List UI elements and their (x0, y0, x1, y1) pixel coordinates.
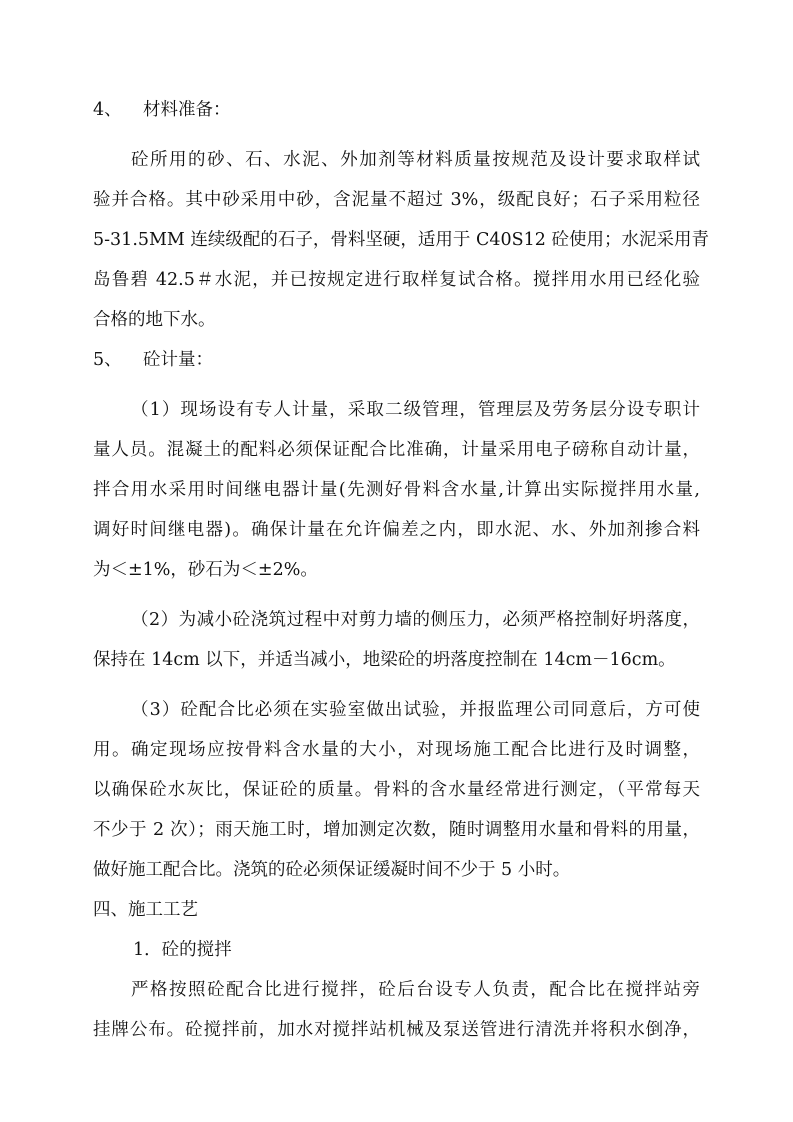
paragraph-text: 挂牌公布。砼搅拌前，加水对搅拌站机械及泵送管进行清洗并将积水倒净， (93, 1020, 700, 1040)
section-heading-measurement (0, 348, 793, 372)
chapter-heading-construction-process (0, 898, 793, 922)
paragraph-line (0, 778, 793, 802)
paragraph-text: 为＜±1%，砂石为＜±2%。 (93, 560, 318, 580)
paragraph-line (0, 188, 793, 212)
paragraph-line (0, 148, 793, 172)
paragraph-line (0, 818, 793, 842)
subsection-heading-mixing (0, 938, 793, 962)
paragraph-text: 5-31.5MM 连续级配的石子，骨料坚硬，适用于 C40S12 砼使用；水泥采用青 (93, 230, 709, 250)
paragraph-text: 保持在 14cm 以下，并适当减小，地梁砼的坍落度控制在 14cm－16cm。 (93, 650, 676, 670)
paragraph-text: 砼所用的砂、石、水泥、外加剂等材料质量按规范及设计要求取样试 (131, 150, 700, 170)
paragraph-text: 量人员。混凝土的配料必须保证配合比准确，计量采用电子磅称自动计量， (93, 440, 700, 460)
chapter-title: 四、施工工艺 (93, 900, 198, 920)
paragraph-line (0, 228, 793, 252)
section-number: 5、 (93, 350, 122, 370)
paragraph-line (0, 308, 793, 332)
paragraph-line (0, 438, 793, 462)
paragraph-line (0, 698, 793, 722)
section-number: 4、 (93, 100, 122, 120)
paragraph-line (0, 478, 793, 502)
subsection-title: 1．砼的搅拌 (133, 940, 232, 960)
paragraph-line (0, 558, 793, 582)
paragraph-text: 做好施工配合比。浇筑的砼必须保证缓凝时间不少于 5 小时。 (93, 860, 571, 880)
paragraph-line (0, 398, 793, 422)
paragraph-line (0, 858, 793, 882)
section-title: 材料准备： (143, 100, 231, 120)
paragraph-line (0, 1018, 793, 1042)
section-heading-materials (0, 98, 793, 122)
paragraph-text: （1）现场设有专人计量，采取二级管理，管理层及劳务层分设专职计 (131, 400, 700, 420)
paragraph-line (0, 608, 793, 632)
paragraph-text: 验并合格。其中砂采用中砂，含泥量不超过 3%，级配良好；石子采用粒径 (93, 190, 700, 210)
paragraph-text: （2）为减小砼浇筑过程中对剪力墙的侧压力，必须严格控制好坍落度， (131, 610, 700, 630)
paragraph-text: 不少于 2 次）；雨天施工时，增加测定次数，随时调整用水量和骨料的用量， (93, 820, 700, 840)
paragraph-text: （3）砼配合比必须在实验室做出试验，并报监理公司同意后，方可使 (131, 700, 700, 720)
paragraph-line (0, 268, 793, 292)
paragraph-line (0, 978, 793, 1002)
paragraph-line (0, 738, 793, 762)
paragraph-line (0, 648, 793, 672)
paragraph-text: 以确保砼水灰比，保证砼的质量。骨料的含水量经常进行测定，（平常每天 (93, 780, 700, 800)
paragraph-text: 岛鲁碧 42.5＃水泥，并已按规定进行取样复试合格。搅拌用水用已经化验 (93, 270, 700, 290)
paragraph-line (0, 518, 793, 542)
paragraph-text: 调好时间继电器)。确保计量在允许偏差之内，即水泥、水、外加剂掺合料 (93, 520, 700, 540)
paragraph-text: 拌合用水采用时间继电器计量(先测好骨料含水量,计算出实际搅拌用水量, (93, 480, 700, 500)
paragraph-text: 用。确定现场应按骨料含水量的大小，对现场施工配合比进行及时调整， (93, 740, 700, 760)
section-title: 砼计量： (143, 350, 213, 370)
paragraph-text: 严格按照砼配合比进行搅拌，砼后台设专人负责，配合比在搅拌站旁 (131, 980, 700, 1000)
paragraph-text: 合格的地下水。 (93, 310, 216, 330)
